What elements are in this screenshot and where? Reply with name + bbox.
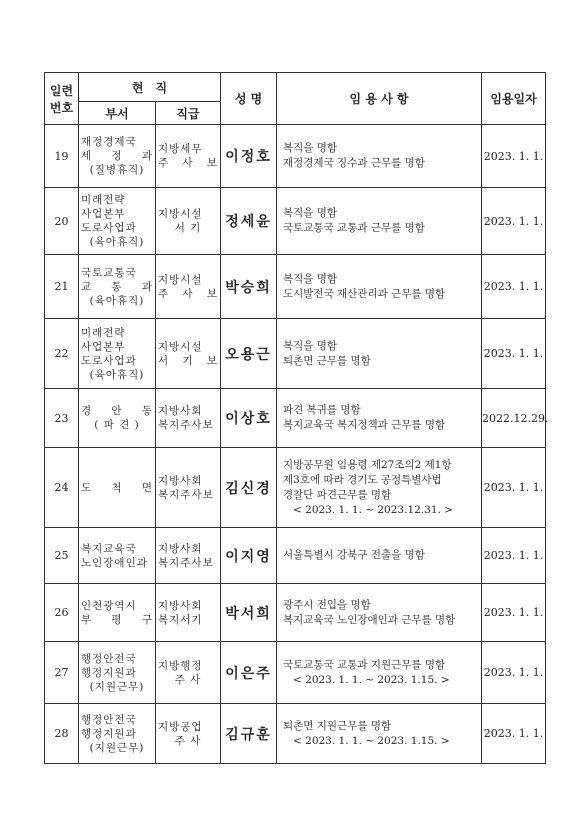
appointment-cell — [277, 255, 482, 319]
appointment-line: < 2023. 1. 1. ~ 2023. 1.15. > — [293, 673, 450, 686]
table-row — [45, 528, 546, 584]
appointment-line: 도시발전국 재산관리과 근무를 명함 — [283, 287, 446, 300]
rank-cell — [156, 255, 221, 319]
table-row — [45, 319, 546, 389]
rank-line: 복지주사보 — [158, 488, 214, 501]
dept-line: 행정안전국 — [81, 652, 137, 665]
name-cell: 김규훈 — [221, 704, 277, 764]
appointment-line: 복직을 명함 — [283, 339, 338, 352]
rank-line: 서 기 보 — [158, 354, 218, 367]
dept-line: 도로사업과 — [81, 222, 137, 234]
dept-line: 세 정 과 — [81, 150, 153, 162]
appointment-line: 경찰단 파견근무를 명함 — [283, 488, 392, 501]
appointment-line: < 2023. 1. 1. ~ 2023. 1.15. > — [293, 734, 450, 747]
dept-line: 노인장애인과 — [81, 556, 148, 569]
appointment-line: 서울특별시 강북구 전출을 명함 — [283, 549, 425, 561]
dept-cell — [79, 255, 156, 319]
appointment-line: 복지교육국 복지정책과 근무를 명함 — [283, 419, 446, 431]
table-row — [45, 125, 546, 188]
table-body — [45, 125, 549, 764]
rank-line: 지방세무 — [158, 143, 203, 155]
rank-cell — [156, 125, 221, 188]
dept-line: 미래전략 — [81, 194, 126, 206]
dept-line: (질병휴직) — [89, 164, 145, 176]
date-cell: 2023. 1. 1. — [482, 642, 546, 704]
rank-line: 지방행정 — [158, 659, 203, 672]
date-cell: 2023. 1. 1. — [482, 584, 546, 642]
name-cell: 정세윤 — [221, 188, 277, 255]
date-cell: 2023. 1. 1. — [482, 188, 546, 255]
row-number: 22 — [45, 319, 79, 389]
date-cell: 2023. 1. 1. — [482, 448, 546, 528]
dept-line: ( 파 견 ) — [94, 419, 140, 431]
date-cell: 2023. 1. 1. — [482, 125, 546, 188]
dept-line: (육아휴직) — [89, 294, 145, 307]
dept-line: 미래전략 — [81, 326, 126, 339]
rank-cell — [156, 528, 221, 584]
appointment-line: 국토교통국 교통과 지원근무를 명함 — [283, 658, 446, 671]
appointment-line: 퇴촌면 근무를 명함 — [283, 354, 371, 367]
appointment-cell — [277, 528, 482, 584]
dept-line: 행정안전국 — [81, 713, 137, 726]
table-row — [45, 704, 546, 764]
rank-line: 주 사 — [174, 734, 202, 747]
appointment-line: 지방공무원 임용령 제27조의2 제1항 — [283, 458, 452, 471]
appointment-line: 광주시 전입을 명함 — [283, 598, 371, 611]
name-cell: 이정호 — [221, 125, 277, 188]
rank-cell — [156, 704, 221, 764]
appointment-cell — [277, 642, 482, 704]
dept-cell — [79, 528, 156, 584]
rank-cell — [156, 642, 221, 704]
table-row — [45, 642, 546, 704]
appointment-cell — [277, 188, 482, 255]
dept-cell — [79, 584, 156, 642]
appointment-cell — [277, 448, 482, 528]
dept-cell — [79, 125, 156, 188]
name-cell: 이지영 — [221, 528, 277, 584]
rank-line: 지방사회 — [158, 474, 203, 487]
appointment-line: 복지교육국 노인장애인과 근무를 명함 — [283, 613, 456, 626]
row-number: 19 — [45, 125, 79, 188]
appointment-header: 임 용 사 항 — [277, 73, 482, 125]
row-number: 23 — [45, 389, 79, 448]
name-cell: 박승희 — [221, 255, 277, 319]
rank-line: 주 사 — [174, 673, 202, 686]
dept-line: 도 척 면 — [81, 481, 153, 494]
appointment-cell — [277, 389, 482, 448]
appointment-line: 파견 복귀를 명함 — [283, 404, 361, 416]
rank-cell — [156, 188, 221, 255]
rank-cell — [156, 389, 221, 448]
appointment-line: 복직을 명함 — [283, 207, 338, 219]
row-number: 21 — [45, 255, 79, 319]
name-cell: 오용근 — [221, 319, 277, 389]
date-cell: 2023. 1. 1. — [482, 704, 546, 764]
appointment-cell — [277, 704, 482, 764]
dept-header: 부서 — [79, 102, 156, 125]
rank-line: 복지서기 — [158, 613, 203, 626]
dept-line: (지원근무) — [89, 680, 145, 693]
name-cell: 이은주 — [221, 642, 277, 704]
appointment-cell — [277, 125, 482, 188]
rank-line: 주 사 보 — [158, 157, 218, 169]
rank-cell — [156, 319, 221, 389]
dept-line: (육아휴직) — [89, 236, 145, 248]
dept-line: 경 안 동 — [81, 405, 153, 417]
name-header: 성 명 — [221, 73, 277, 125]
dept-cell — [79, 188, 156, 255]
rank-line: 지방시설 — [158, 340, 203, 353]
name-cell: 이상호 — [221, 389, 277, 448]
dept-line: 사업본부 — [81, 340, 126, 353]
rank-line: 지방사회 — [158, 405, 203, 417]
table-row — [45, 584, 546, 642]
dept-cell — [79, 704, 156, 764]
date-cell: 2022.12.29. — [482, 389, 546, 448]
dept-line: 행정지원과 — [81, 727, 137, 740]
rank-header: 직급 — [156, 102, 221, 125]
rank-line: 주 사 보 — [158, 287, 218, 300]
rank-line: 복지주사보 — [158, 556, 214, 569]
dept-cell — [79, 642, 156, 704]
dept-line: 부 평 구 — [81, 613, 153, 626]
appointment-line: 퇴촌면 지원근무를 명함 — [283, 719, 392, 732]
appointment-line: 재정경제국 징수과 근무를 명함 — [283, 157, 425, 169]
row-number: 26 — [45, 584, 79, 642]
appointment-line: 제3호에 따라 경기도 공정특별사법 — [283, 473, 442, 486]
name-cell: 김신경 — [221, 448, 277, 528]
date-cell: 2023. 1. 1. — [482, 255, 546, 319]
serial-number-header: 일련 번호 — [45, 73, 79, 125]
row-number: 28 — [45, 704, 79, 764]
rank-cell — [156, 584, 221, 642]
table-row — [45, 188, 546, 255]
rank-line: 복지주사보 — [158, 419, 214, 431]
date-cell: 2023. 1. 1. — [482, 528, 546, 584]
appointment-line: 복직을 명함 — [283, 142, 338, 154]
dept-cell — [79, 389, 156, 448]
row-number: 20 — [45, 188, 79, 255]
current-position-header: 현 직 — [79, 73, 221, 102]
appointment-line: 복직을 명함 — [283, 272, 338, 285]
rank-line: 서 기 — [174, 222, 202, 234]
rank-line: 지방시설 — [158, 273, 203, 286]
rank-line: 지방사회 — [158, 599, 203, 612]
appointment-table — [44, 72, 549, 764]
rank-line: 지방시설 — [158, 208, 203, 220]
date-header: 임용일자 — [482, 73, 546, 125]
appointment-cell — [277, 319, 482, 389]
name-cell: 박서희 — [221, 584, 277, 642]
row-number: 25 — [45, 528, 79, 584]
dept-line: (지원근무) — [89, 741, 145, 754]
dept-line: 행정지원과 — [81, 666, 137, 679]
rank-line: 지방사회 — [158, 542, 203, 555]
row-number: 27 — [45, 642, 79, 704]
appointment-line: 국토교통국 교통과 근무를 명함 — [283, 222, 425, 234]
appointment-cell — [277, 584, 482, 642]
dept-line: 사업본부 — [81, 208, 126, 220]
table-row — [45, 255, 546, 319]
dept-line: 도로사업과 — [81, 354, 137, 367]
rank-cell — [156, 448, 221, 528]
dept-cell — [79, 448, 156, 528]
dept-line: 인천광역시 — [81, 599, 137, 612]
dept-line: 국토교통국 — [81, 266, 137, 279]
row-number: 24 — [45, 448, 79, 528]
rank-line: 지방공업 — [158, 720, 203, 733]
header-row-1 — [45, 73, 546, 102]
table-row — [45, 389, 546, 448]
table-row — [45, 448, 546, 528]
dept-line: (육아휴직) — [89, 368, 145, 381]
date-cell: 2023. 1. 1. — [482, 319, 546, 389]
dept-line: 재정경제국 — [81, 136, 137, 148]
dept-cell — [79, 319, 156, 389]
dept-line: 복지교육국 — [81, 542, 137, 555]
dept-line: 교 통 과 — [81, 280, 153, 293]
appointment-line: < 2023. 1. 1. ~ 2023.12.31. > — [293, 503, 453, 516]
